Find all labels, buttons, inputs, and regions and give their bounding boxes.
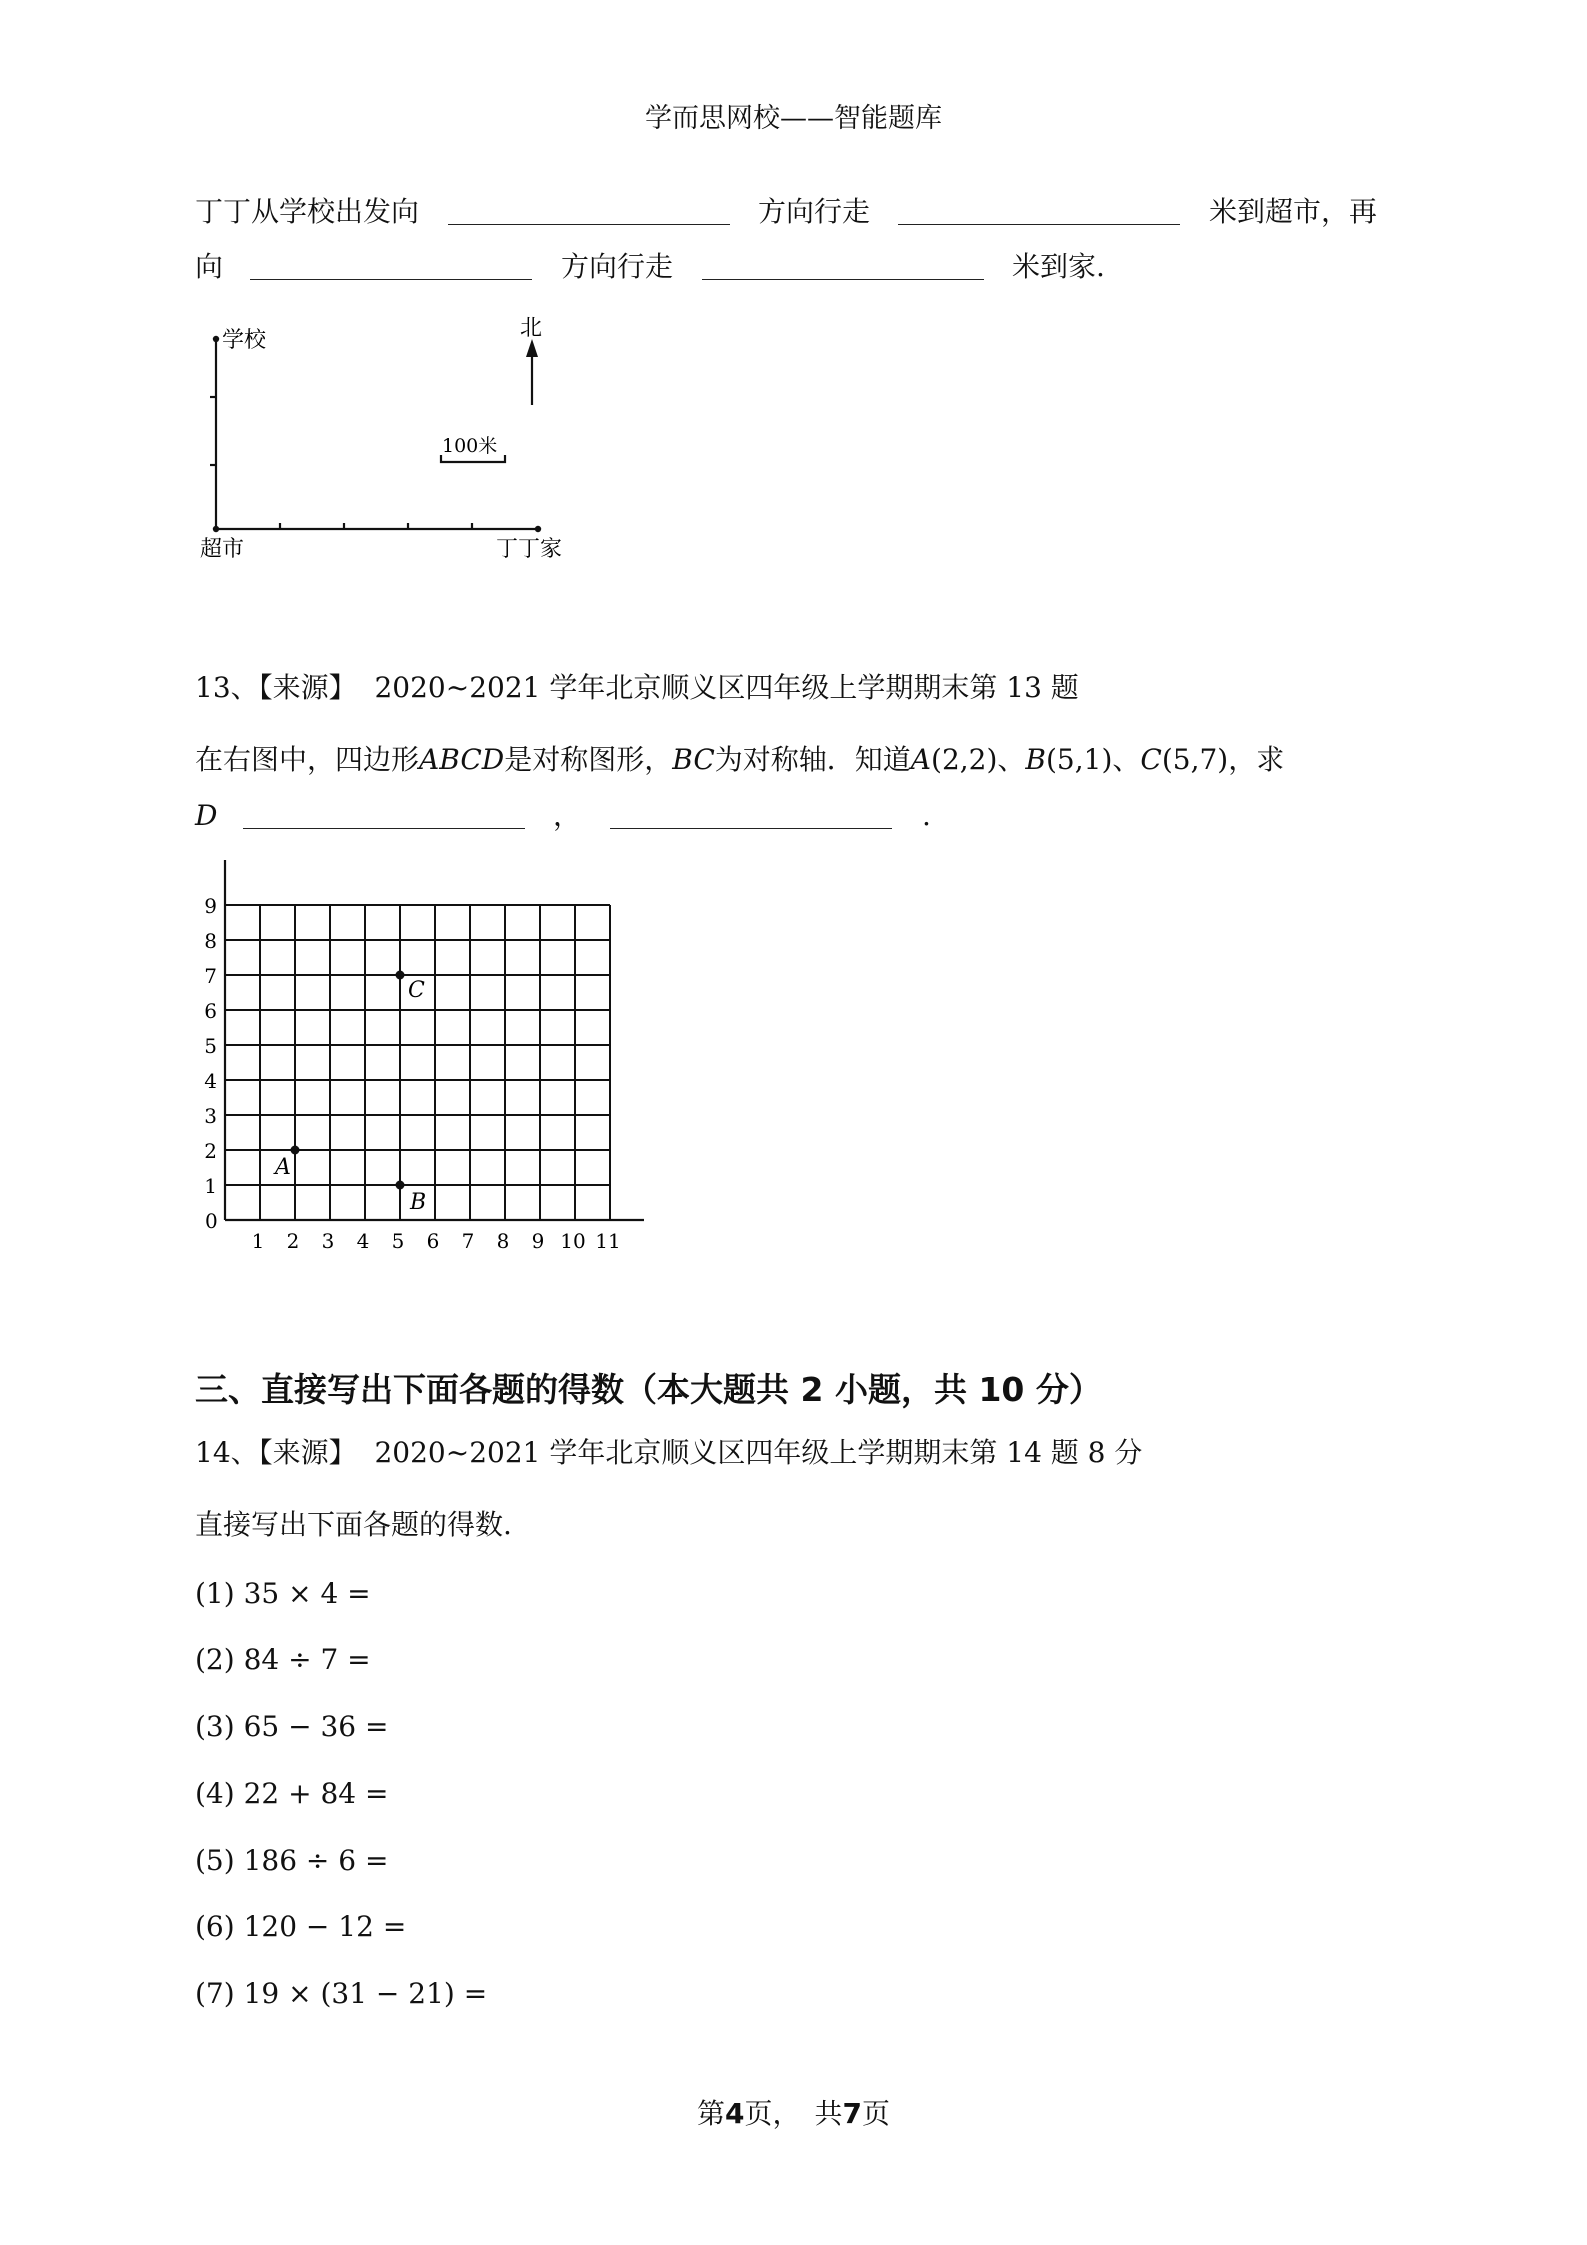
y-tick-label: 5 [204,1034,217,1058]
x-tick-label: 2 [286,1229,300,1253]
section-3-title-c: 分） [1035,1370,1102,1409]
q14-item-expr: 65 − 36 = [243,1710,389,1743]
q14-item [195,1707,388,1747]
q14-item-label: (5) [195,1844,235,1877]
q13-blank-1[interactable] [243,828,525,829]
q14-source-line [195,1433,1142,1473]
y-tick-label: 3 [204,1104,217,1128]
y-tick-label: 1 [204,1174,217,1198]
footer-a: 第 [696,2097,725,2130]
x-tick-label: 10 [560,1229,586,1253]
section-3-title-b: 小题，共 [834,1370,967,1409]
x-tick-label: 5 [391,1229,405,1253]
q14-item-expr: 84 ÷ 7 = [243,1643,371,1676]
q14-item-label: (1) [195,1577,235,1610]
point-label-a: A [275,1155,291,1180]
q13-point-b: B [1025,743,1046,776]
x-tick-label: 4 [356,1229,370,1253]
q14-source-tag: 【来源】 [258,1436,357,1469]
q12-blank-2[interactable] [898,224,1180,225]
q14-item-expr: 35 × 4 = [243,1577,371,1610]
q13-source: 2020~2021 学年北京顺义区四年级上学期期末第 13 题 [374,671,1079,704]
q14-item [195,1907,406,1947]
q12-line2-c: 米到家. [1012,250,1105,283]
q14-intro: 直接写出下面各题的得数. [195,1508,512,1541]
section-3-title [195,1364,1102,1411]
q12-line1-c: 米到超市，再 [1209,195,1378,228]
q14-item-label: (3) [195,1710,235,1743]
y-tick-label: 7 [204,964,217,988]
q13-source-line [195,668,1079,708]
q13-blank-2[interactable] [610,828,892,829]
q13-question-line [195,740,1284,780]
q13-text-c: 为对称轴．知道 [714,743,911,776]
page-footer [0,2092,1587,2132]
q13-a-coord: (2,2) [931,743,998,776]
y-tick-label: 4 [204,1069,217,1093]
point-label-c: C [408,978,425,1003]
x-tick-label: 0 [205,1209,218,1233]
footer-page-number: 4 [725,2097,745,2130]
home-point [535,526,541,532]
q13-period: . [922,799,931,832]
x-tick-label: 11 [595,1229,621,1253]
q12-blank-3[interactable] [250,279,532,280]
footer-b: 页， 共 [744,2097,843,2130]
market-point [213,526,219,532]
section-3-title-a: 三、直接写出下面各题的得数（本大题共 [195,1370,789,1409]
map-label-home: 丁丁家 [496,537,563,562]
route-map-figure [190,305,590,575]
q13-comma: ， [553,799,582,832]
q13-text-d: ，求 [1228,743,1285,776]
q14-item-label: (6) [195,1910,235,1943]
q13-point-d: D [195,799,218,832]
school-point [213,336,219,342]
q13-b-coord: (5,1) [1046,743,1113,776]
q12-blank-4[interactable] [702,279,984,280]
footer-total-pages: 7 [842,2097,862,2130]
point-label-b: B [410,1190,427,1215]
q13-text-b: 是对称图形， [504,743,673,776]
q14-item-expr: 120 − 12 = [243,1910,407,1943]
q12-blank-1[interactable] [448,224,730,225]
coordinate-grid [190,860,670,1270]
q14-item-expr: 186 ÷ 6 = [243,1844,389,1877]
x-tick-label: 9 [531,1229,545,1253]
q14-item [195,1574,371,1614]
q12-line2-b: 方向行走 [561,250,674,283]
x-tick-label: 6 [426,1229,440,1253]
map-label-north: 北 [520,316,543,341]
section-3-count: 2 [800,1370,824,1409]
north-arrow-icon [526,339,538,357]
q14-number: 14、 [195,1436,259,1469]
q12-line1-a: 丁丁从学校出发向 [195,195,420,228]
point-b [396,1181,405,1190]
q13-source-tag: 【来源】 [258,671,357,704]
q14-item-expr: 19 × (31 − 21) = [243,1977,488,2010]
y-tick-label: 9 [204,894,217,918]
q14-item-label: (7) [195,1977,235,2010]
x-tick-label: 7 [461,1229,475,1253]
q14-item-label: (2) [195,1643,235,1676]
q13-bc: BC [672,743,715,776]
q14-item [195,1774,388,1814]
q13-point-a: A [910,743,932,776]
q12-line2-a: 向 [195,250,224,283]
q14-item [195,1640,371,1680]
y-tick-label: 8 [204,929,217,953]
x-tick-label: 1 [251,1229,265,1253]
map-scale-label: 100米 [442,435,498,457]
point-a [291,1146,300,1155]
map-label-market: 超市 [200,537,245,562]
q13-text-a: 在右图中，四边形 [195,743,420,776]
q14-item [195,1974,487,2014]
point-c [396,971,405,980]
q14-item [195,1841,388,1881]
x-tick-label: 8 [496,1229,510,1253]
q13-number: 13、 [195,671,259,704]
q14-item-label: (4) [195,1777,235,1810]
x-tick-label: 3 [321,1229,335,1253]
footer-c: 页 [861,2097,890,2130]
section-3-score: 10 [978,1370,1025,1409]
q14-source: 2020~2021 学年北京顺义区四年级上学期期末第 14 题 8 分 [374,1436,1143,1469]
q13-sep-2: 、 [1112,743,1141,776]
y-tick-label: 6 [204,999,217,1023]
q13-c-coord: (5,7) [1161,743,1229,776]
q12-line1-b: 方向行走 [758,195,871,228]
map-label-school: 学校 [222,328,267,353]
y-tick-label: 2 [204,1139,217,1163]
q13-sep-1: 、 [997,743,1026,776]
q13-point-c: C [1140,743,1162,776]
q14-item-expr: 22 + 84 = [243,1777,389,1810]
page-header: 学而思网校——智能题库 [645,103,942,134]
q13-abcd: ABCD [419,743,505,776]
